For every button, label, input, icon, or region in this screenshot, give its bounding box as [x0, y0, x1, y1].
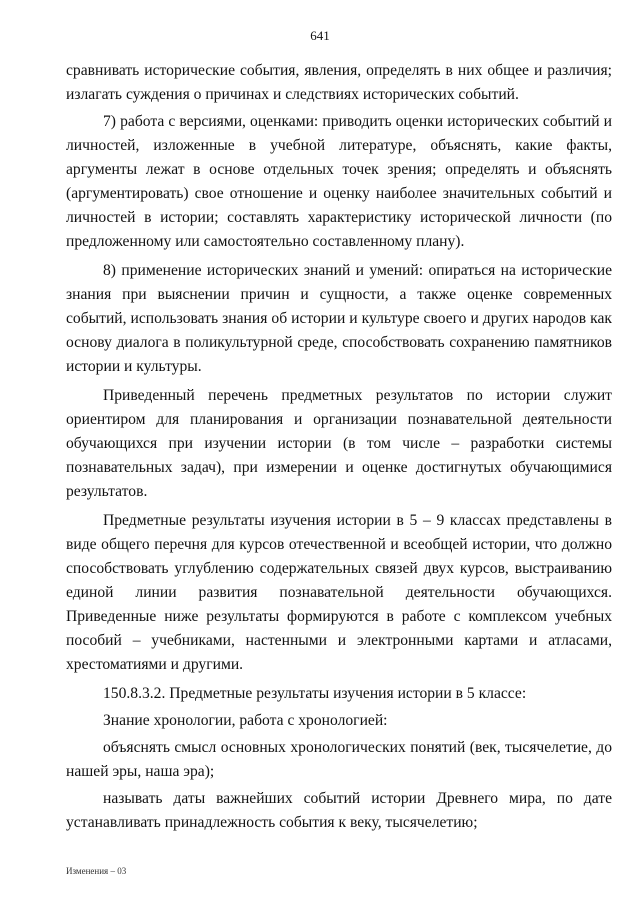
paragraph-results-list: Приведенный перечень предметных результатов по истории служит ориентиром для планирования и организации познавательной деятельности обучающихся при изучении истории (в том числе – разработки системы познавательных задач), при измерении и оценке достигнутых обучающимися результатов. — [66, 387, 612, 500]
page-number: 641 — [310, 28, 330, 43]
paragraph-compare-events: сравнивать исторические события, явления, определять в них общее и различия; излагать суждения о причинах и следствиях исторических событий. — [66, 62, 612, 103]
document-body — [66, 59, 612, 838]
footer-revision: Изменения – 03 — [66, 866, 127, 876]
section-heading: 150.8.3.2. Предметные результаты изучения истории в 5 классе: — [103, 685, 527, 702]
paragraph-item-7: 7) работа с версиями, оценками: приводить оценки исторических событий и личностей, изложенные в учебной литературе, объяснять, какие факты, аргументы лежат в основе отдельных точек зрения; определять и объяснять (аргументировать) свое отношение и оценку наиболее значительных событий и личностей в истории; составлять характеристику исторической личности (по предложенному или самостоятельно составленному плану). — [66, 113, 612, 250]
paragraph-name-dates: называть даты важнейших событий истории Древнего мира, по дате устанавливать принадлежность события к веку, тысячелетию; — [66, 790, 612, 831]
paragraph-chronology-concepts: объяснять смысл основных хронологических понятий (век, тысячелетие, до нашей эры, наша эра); — [66, 739, 612, 780]
paragraph-item-8: 8) применение исторических знаний и умений: опираться на исторические знания при выяснении причин и сущности, а также оценке современных событий, использовать знания об истории и культуре своего и других народов как основу диалога в поликультурной среде, способствовать сохранению памятников истории и культуры. — [66, 262, 612, 375]
subsection-heading: Знание хронологии, работа с хронологией: — [103, 712, 388, 729]
paragraph-subject-results: Предметные результаты изучения истории в 5 – 9 классах представлены в виде общего перечня для курсов отечественной и всеобщей истории, что должно способствовать углублению содержательных связей двух курсов, выстраиванию единой линии развития познавательной деятельности обучающихся. Приведенные ниже результаты формируются в работе с комплексом учебных пособий – учебниками, настенными и электронными картами и атласами, хрестоматиями и другими. — [66, 512, 612, 673]
